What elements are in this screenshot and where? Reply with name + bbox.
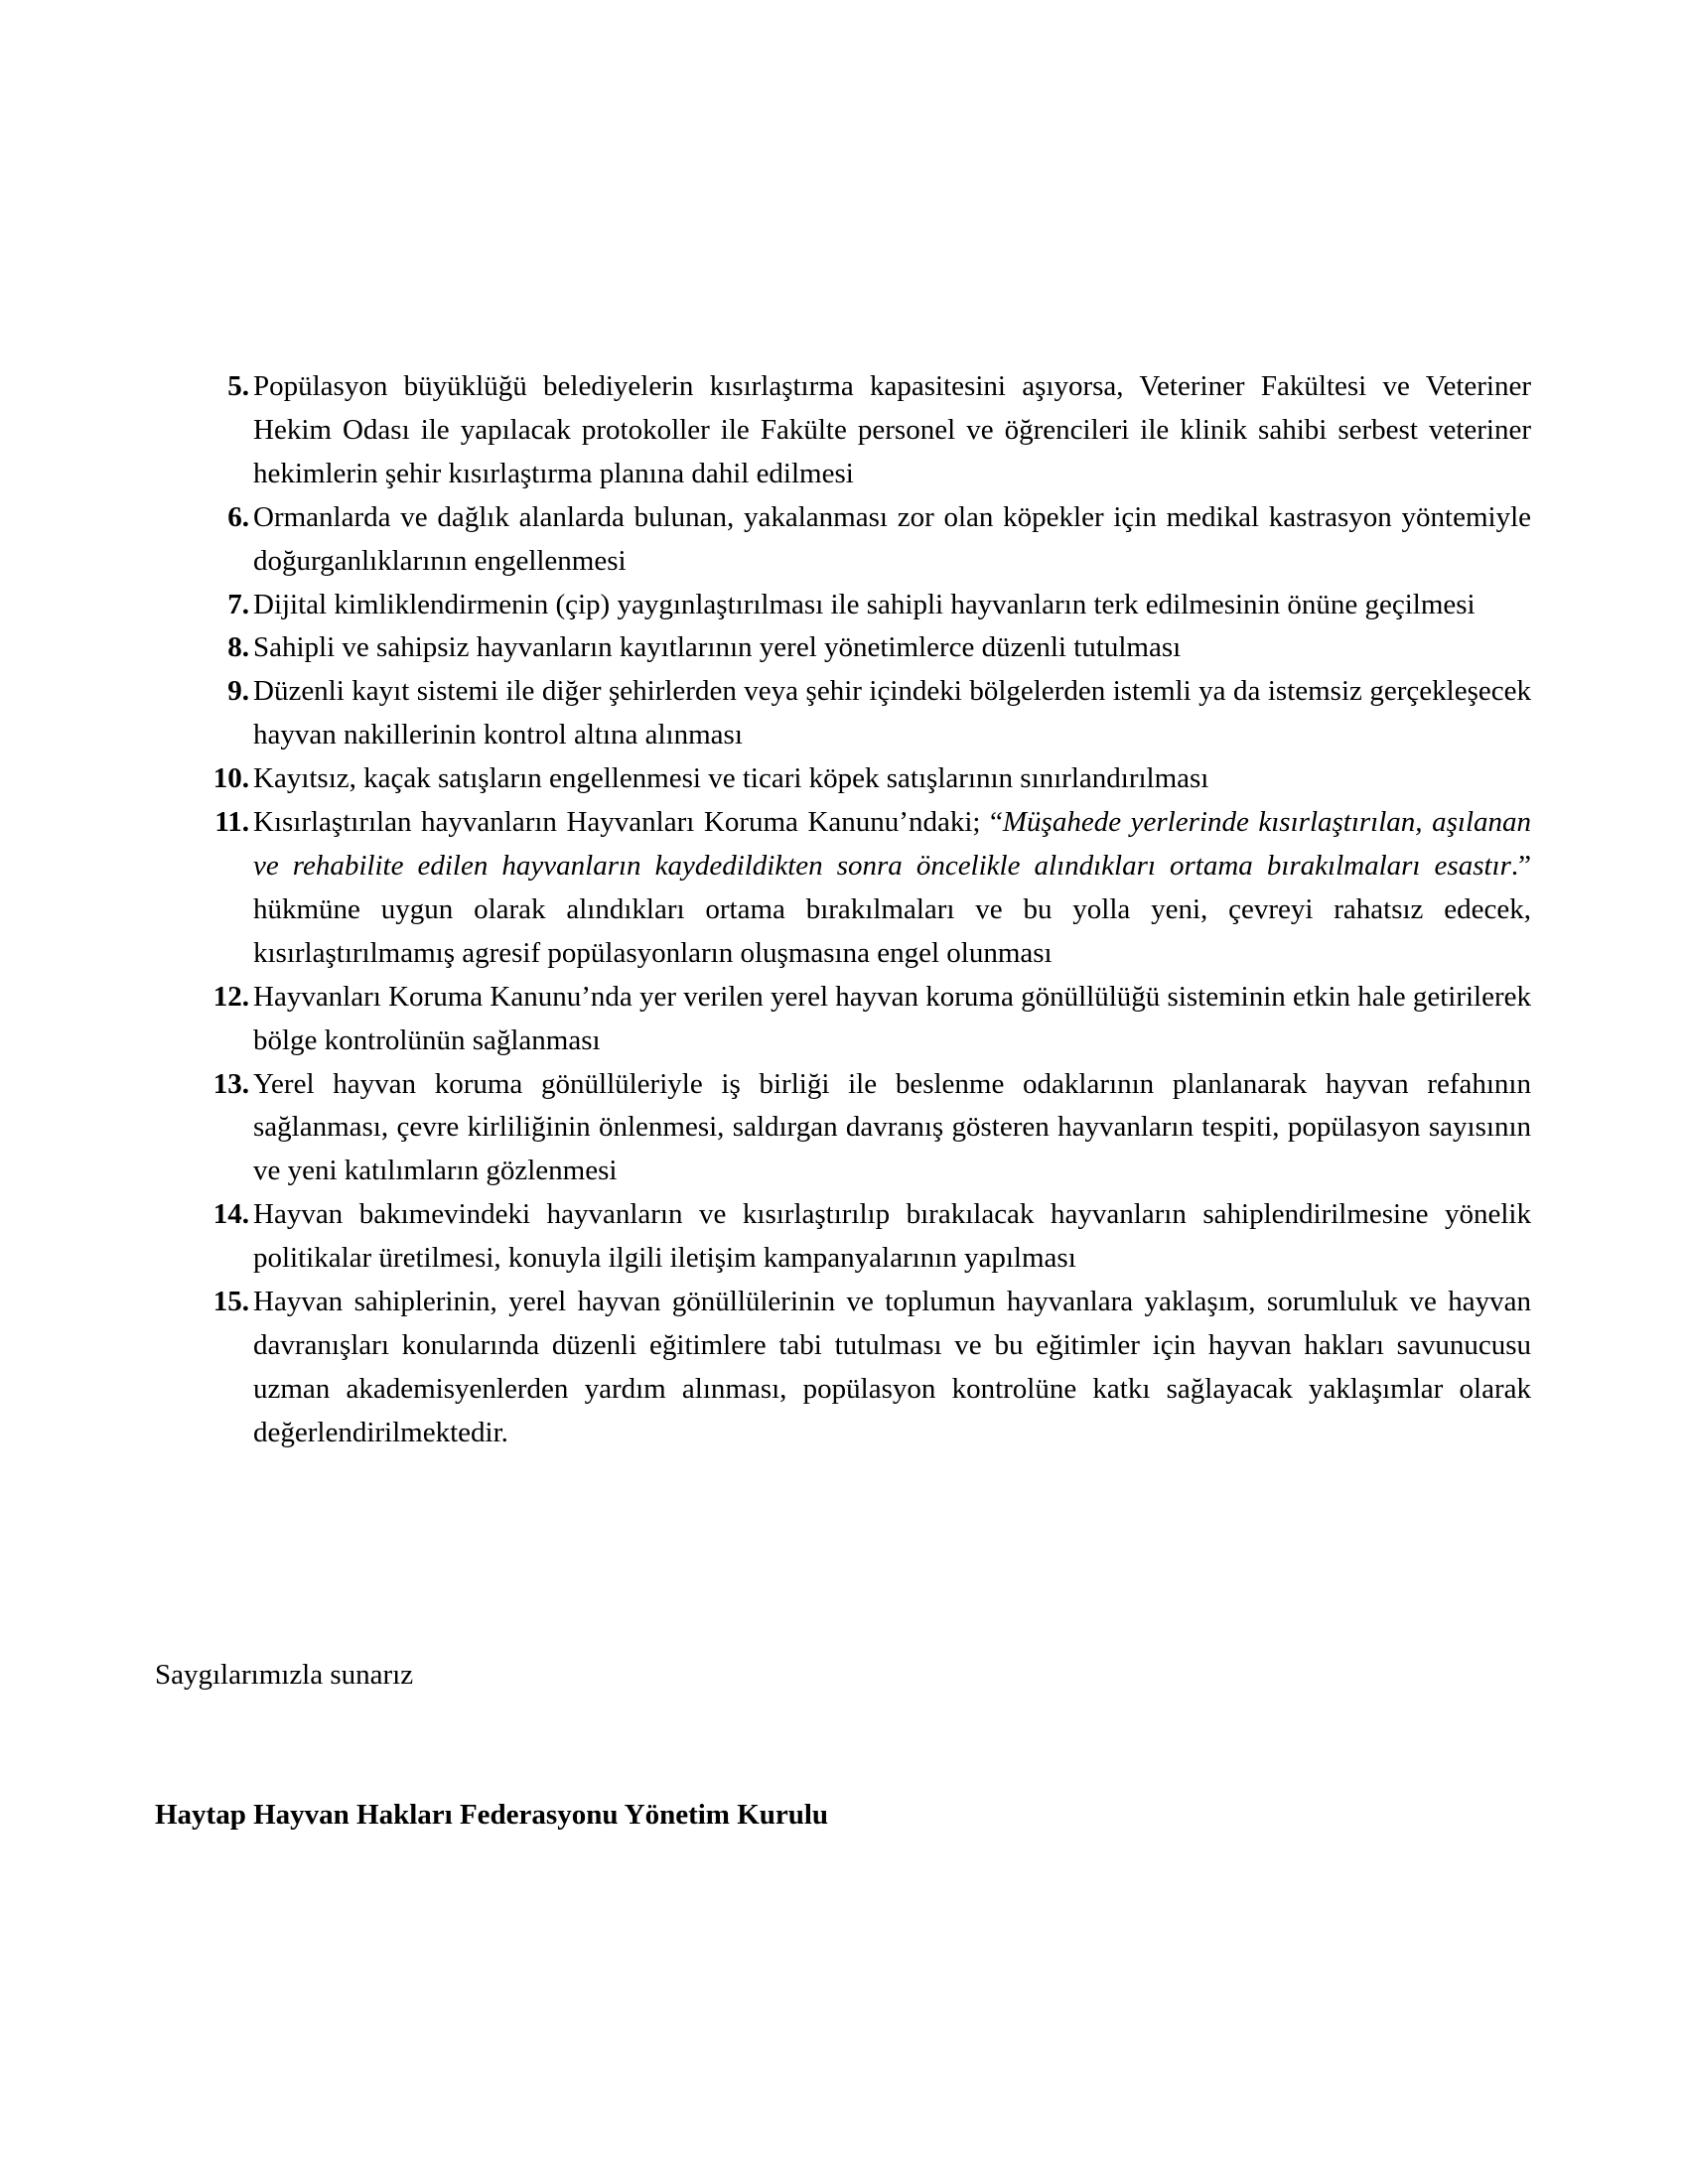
recommendations-list <box>199 365 1531 1455</box>
list-item <box>199 365 1531 496</box>
item-number: 9. <box>227 675 249 708</box>
item-text: Sahipli ve sahipsiz hayvanların kayıtlarının yerel yönetimlerce düzenli tutulması <box>253 631 1182 664</box>
item-text: Yerel hayvan koruma gönüllüleriyle iş birliği ile beslenme odaklarının planlanarak hayvan refahının sağlanması, çevre kirliliğinin önlenmesi, saldırgan davranış gösteren hayvanların tespiti, popülasyon sayısının ve yeni katılımların gözlenmesi <box>253 1067 1531 1187</box>
list-item <box>199 1063 1531 1194</box>
list-item <box>199 976 1531 1063</box>
item-number: 13. <box>212 1067 249 1100</box>
list-item <box>199 670 1531 757</box>
item-text: Düzenli kayıt sistemi ile diğer şehirlerden veya şehir içindeki bölgelerden istemli ya da istemsiz gerçekleşecek hayvan nakillerinin kontrol altına alınması <box>253 675 1531 751</box>
signature: Haytap Hayvan Hakları Federasyonu Yönetim Kurulu <box>155 1799 829 1831</box>
item-text: Popülasyon büyüklüğü belediyelerin kısırlaştırma kapasitesini aşıyorsa, Veteriner Fakültesi ve Veteriner Hekim Odası ile yapılacak protokoller ile Fakülte personel ve öğrencileri ile klinik sahibi serbest veteriner hekimlerin şehir kısırlaştırma planına dahil edilmesi <box>253 370 1531 489</box>
item-text: Hayvan sahiplerinin, yerel hayvan gönüllülerinin ve toplumun hayvanlara yaklaşım, sorumluluk ve hayvan davranışları konularında düzenli eğitimlere tabi tutulması ve bu eğitimler için hayvan hakları savunucusu uzman akademisyenlerden yardım alınması, popülasyon kontrolüne katkı sağlayacak yaklaşımlar olarak değerlendirilmektedir. <box>253 1286 1531 1448</box>
item-number: 15. <box>212 1286 249 1318</box>
item-number: 8. <box>227 631 249 664</box>
item-text-before-quote: Kısırlaştırılan hayvanların Hayvanları Koruma Kanunu’ndaki; “ <box>253 806 1003 839</box>
list-item <box>199 584 1531 627</box>
item-number: 12. <box>212 980 249 1013</box>
item-text-after-quote: .” hükmüne uygun olarak alındıkları ortama bırakılmaları ve bu yolla yeni, çevreyi rahatsız edecek, kısırlaştırılmamış agresif popülasyonların oluşmasına engel olunması <box>253 849 1531 969</box>
list-item <box>199 757 1531 801</box>
item-number: 11. <box>214 806 249 839</box>
item-text: Ormanlarda ve dağlık alanlarda bulunan, yakalanması zor olan köpekler için medikal kastrasyon yöntemiyle doğurganlıklarının engellenmesi <box>253 500 1531 577</box>
closing-salutation: Saygılarımızla sunarız <box>155 1659 414 1691</box>
item-text: Kayıtsız, kaçak satışların engellenmesi ve ticari köpek satışlarının sınırlandırılması <box>253 762 1209 795</box>
item-text <box>253 801 1531 976</box>
item-number: 10. <box>212 762 249 795</box>
item-number: 14. <box>212 1198 249 1231</box>
law-quote-italic: Müşahede yerlerinde kısırlaştırılan, aşılanan ve rehabilite edilen hayvanların kaydedildikten sonra öncelikle alındıkları ortama bırakılmaları esastır <box>253 806 1532 882</box>
item-number: 6. <box>227 500 249 533</box>
item-text: Hayvanları Koruma Kanunu’nda yer verilen yerel hayvan koruma gönüllülüğü sisteminin etkin hale getirilerek bölge kontrolünün sağlanması <box>253 980 1531 1056</box>
list-item <box>199 801 1531 976</box>
item-number: 7. <box>227 588 249 620</box>
list-item <box>199 1281 1531 1455</box>
item-number: 5. <box>227 370 249 402</box>
list-item <box>199 1193 1531 1281</box>
item-text: Dijital kimliklendirmenin (çip) yaygınlaştırılması ile sahipli hayvanların terk edilmesinin önüne geçilmesi <box>253 588 1476 620</box>
item-text: Hayvan bakımevindeki hayvanların ve kısırlaştırılıp bırakılacak hayvanların sahiplendirilmesine yönelik politikalar üretilmesi, konuyla ilgili iletişim kampanyalarının yapılması <box>253 1198 1531 1275</box>
list-item <box>199 496 1531 584</box>
list-item <box>199 626 1531 670</box>
